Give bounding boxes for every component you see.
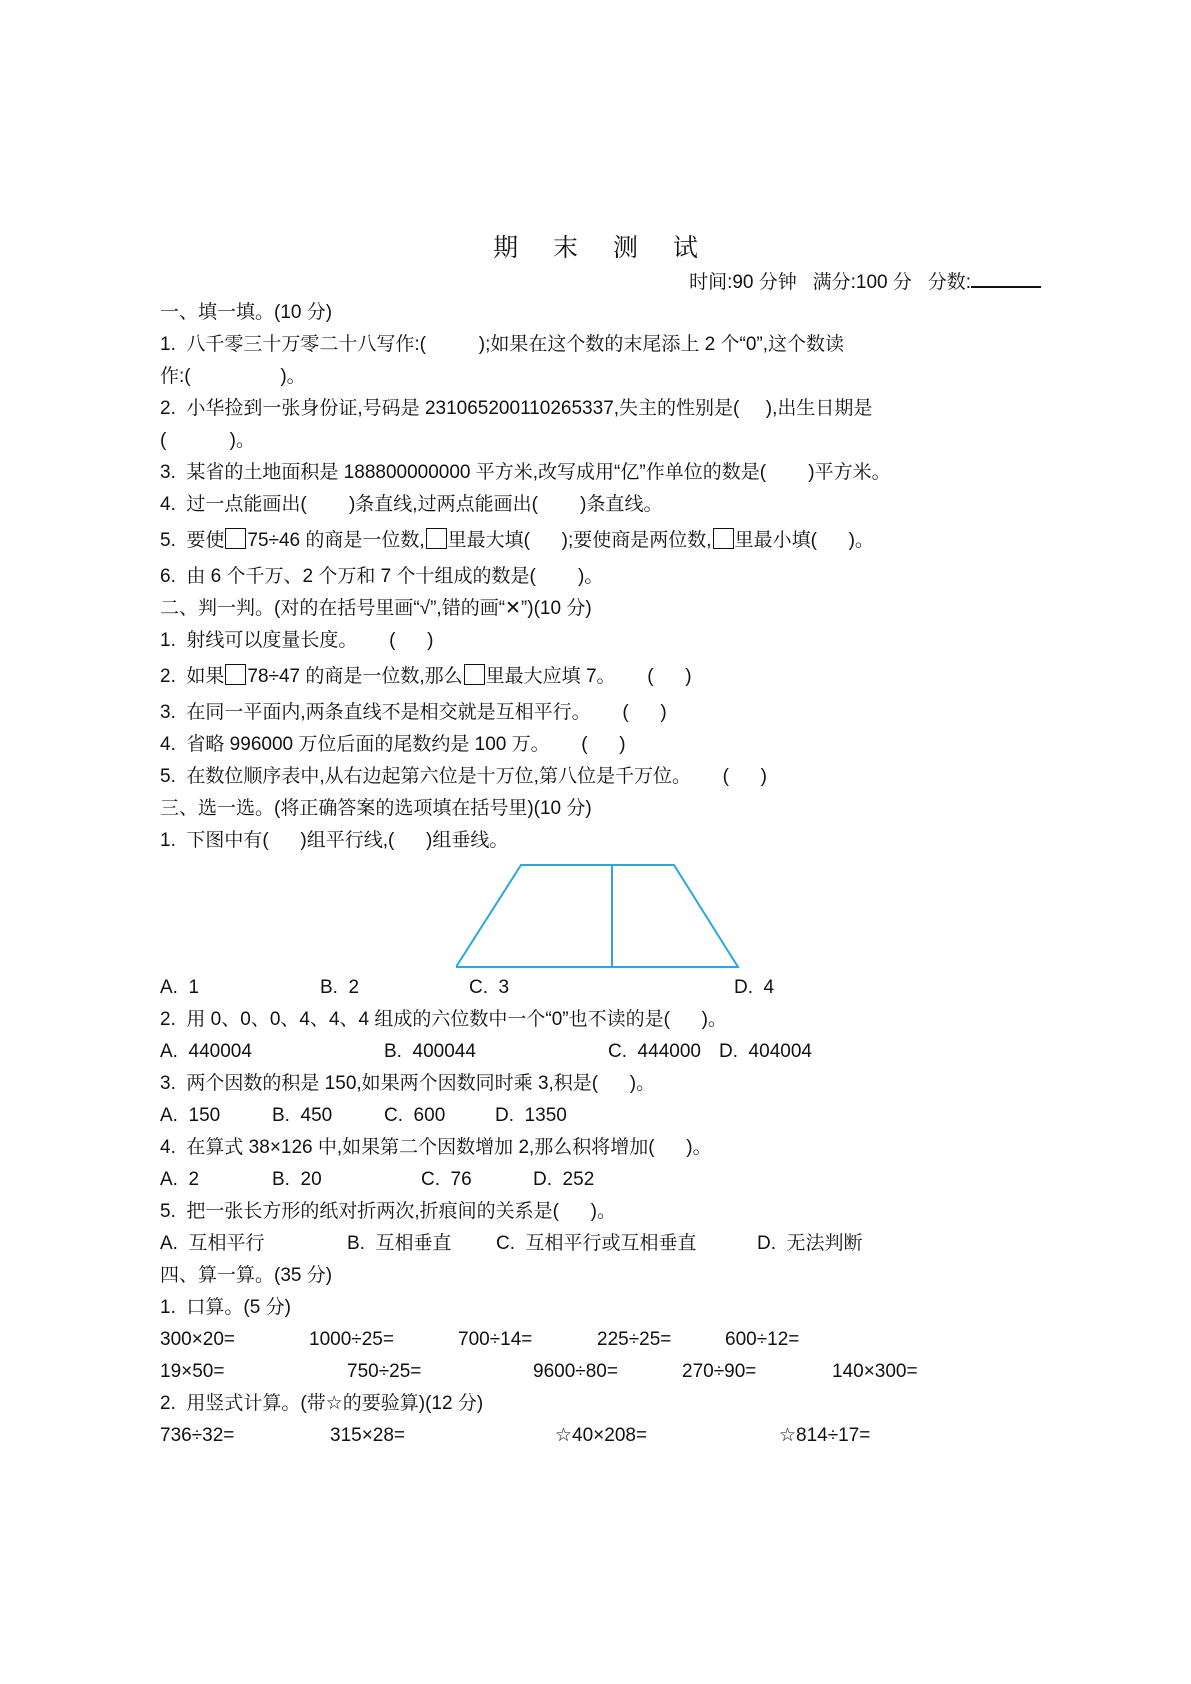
blank-box bbox=[225, 664, 246, 685]
question-text: 3. 在同一平面内,两条直线不是相交就是互相平行。 ( ) bbox=[160, 702, 667, 723]
calc-item: 600÷12= bbox=[725, 1329, 800, 1350]
option-a: A. 1 bbox=[160, 977, 200, 998]
question-text: 2. 用 0、0、0、4、4、4 组成的六位数中一个“0”也不读的是( )。 bbox=[160, 1009, 727, 1030]
question-text: 1. 八千零三十万零二十八写作:( );如果在这个数的末尾添上 2 个“0”,这个数读 bbox=[160, 334, 845, 355]
question-text: 作:( )。 bbox=[160, 366, 306, 387]
calc-item: 700÷14= bbox=[458, 1329, 533, 1350]
question-text: 1. 口算。(5 分) bbox=[160, 1297, 291, 1318]
score-blank[interactable] bbox=[971, 268, 1041, 288]
score-label: 分数: bbox=[927, 272, 971, 293]
option-b: B. 互相垂直 bbox=[347, 1233, 452, 1254]
question-text: 2. 小华捡到一张身份证,号码是 231065200110265337,失主的性别是( ),出生日期是 bbox=[160, 398, 873, 419]
question-text: 4. 省略 996000 万位后面的尾数约是 100 万。 ( ) bbox=[160, 734, 626, 755]
section-heading: 三、选一选。(将正确答案的选项填在括号里)(10 分) bbox=[160, 798, 592, 819]
calc-item: 315×28= bbox=[330, 1425, 406, 1446]
exam-content bbox=[160, 297, 1040, 1452]
question-text: 4. 在算式 38×126 中,如果第二个因数增加 2,那么积将增加( )。 bbox=[160, 1137, 712, 1158]
option-c: C. 互相平行或互相垂直 bbox=[496, 1233, 697, 1254]
calc-item: 736÷32= bbox=[160, 1425, 235, 1446]
calc-item: ☆814÷17= bbox=[779, 1425, 871, 1446]
text-part: 里最大应填 7。 ( ) bbox=[485, 666, 692, 687]
calc-item: 225÷25= bbox=[597, 1329, 672, 1350]
calc-item: 270÷90= bbox=[682, 1361, 757, 1382]
calc-item: 1000÷25= bbox=[309, 1329, 394, 1350]
calc-item: 300×20= bbox=[160, 1329, 236, 1350]
section-heading: 四、算一算。(35 分) bbox=[160, 1265, 333, 1286]
question-text bbox=[160, 521, 1040, 561]
option-d: D. 252 bbox=[533, 1169, 595, 1190]
option-a: A. 2 bbox=[160, 1169, 200, 1190]
option-d: D. 无法判断 bbox=[757, 1233, 863, 1254]
trapezoid-diagram bbox=[456, 863, 746, 973]
text-part: 75÷46 的商是一位数, bbox=[247, 530, 425, 551]
calc-item: 9600÷80= bbox=[533, 1361, 618, 1382]
text-part: 里最小填( )。 bbox=[734, 530, 874, 551]
question-text: 3. 两个因数的积是 150,如果两个因数同时乘 3,积是( )。 bbox=[160, 1073, 656, 1094]
exam-meta bbox=[689, 267, 1041, 294]
text-part: 里最大填( );要使商是两位数, bbox=[447, 530, 712, 551]
option-c: C. 600 bbox=[384, 1105, 446, 1126]
blank-box bbox=[225, 528, 246, 549]
question-text: 1. 射线可以度量长度。 ( ) bbox=[160, 630, 434, 651]
calc-row bbox=[160, 1356, 1040, 1388]
question-text: ( )。 bbox=[160, 430, 256, 451]
option-a: A. 440004 bbox=[160, 1041, 252, 1062]
full-score: 满分:100 分 bbox=[812, 272, 912, 293]
calc-item: 19×50= bbox=[160, 1361, 225, 1382]
question-text: 5. 把一张长方形的纸对折两次,折痕间的关系是( )。 bbox=[160, 1201, 617, 1222]
blank-box bbox=[713, 528, 734, 549]
option-c: C. 3 bbox=[469, 977, 510, 998]
section-heading: 二、判一判。(对的在括号里画“√”,错的画“✕”)(10 分) bbox=[160, 598, 592, 619]
option-b: B. 20 bbox=[272, 1169, 322, 1190]
option-b: B. 2 bbox=[320, 977, 360, 998]
option-a: A. 150 bbox=[160, 1105, 221, 1126]
question-text: 6. 由 6 个千万、2 个万和 7 个十组成的数是( )。 bbox=[160, 566, 604, 587]
options-row bbox=[160, 1100, 1040, 1132]
trapezoid-figure bbox=[160, 857, 1040, 972]
option-c: C. 76 bbox=[421, 1169, 472, 1190]
time-limit: 时间:90 分钟 bbox=[689, 272, 797, 293]
text-part: 5. 要使 bbox=[160, 530, 225, 551]
question-text bbox=[160, 657, 1040, 697]
calc-item: 140×300= bbox=[832, 1361, 918, 1382]
question-text: 2. 用竖式计算。(带☆的要验算)(12 分) bbox=[160, 1393, 484, 1414]
option-c: C. 444000 bbox=[608, 1041, 701, 1062]
calc-row bbox=[160, 1324, 1040, 1356]
option-d: D. 404004 bbox=[719, 1041, 812, 1062]
trapezoid-shape bbox=[456, 865, 738, 967]
calc-row bbox=[160, 1420, 1040, 1452]
text-part: 78÷47 的商是一位数,那么 bbox=[247, 666, 463, 687]
options-row bbox=[160, 972, 1040, 1004]
text-part: 2. 如果 bbox=[160, 666, 225, 687]
question-text: 1. 下图中有( )组平行线,( )组垂线。 bbox=[160, 830, 509, 851]
option-a: A. 互相平行 bbox=[160, 1233, 265, 1254]
option-b: B. 450 bbox=[272, 1105, 333, 1126]
question-text: 4. 过一点能画出( )条直线,过两点能画出( )条直线。 bbox=[160, 494, 663, 515]
question-text: 5. 在数位顺序表中,从右边起第六位是十万位,第八位是千万位。 ( ) bbox=[160, 766, 767, 787]
options-row bbox=[160, 1036, 1040, 1068]
blank-box bbox=[464, 664, 485, 685]
option-d: D. 4 bbox=[734, 977, 775, 998]
options-row bbox=[160, 1164, 1040, 1196]
section-heading: 一、填一填。(10 分) bbox=[160, 302, 333, 323]
calc-item: ☆40×208= bbox=[555, 1425, 648, 1446]
option-b: B. 400044 bbox=[384, 1041, 476, 1062]
options-row bbox=[160, 1228, 1040, 1260]
option-d: D. 1350 bbox=[495, 1105, 567, 1126]
question-text: 3. 某省的土地面积是 188800000000 平方米,改写成用“亿”作单位的数是( )平方米。 bbox=[160, 462, 891, 483]
calc-item: 750÷25= bbox=[347, 1361, 422, 1382]
page-title: 期 末 测 试 bbox=[493, 234, 712, 262]
blank-box bbox=[426, 528, 447, 549]
